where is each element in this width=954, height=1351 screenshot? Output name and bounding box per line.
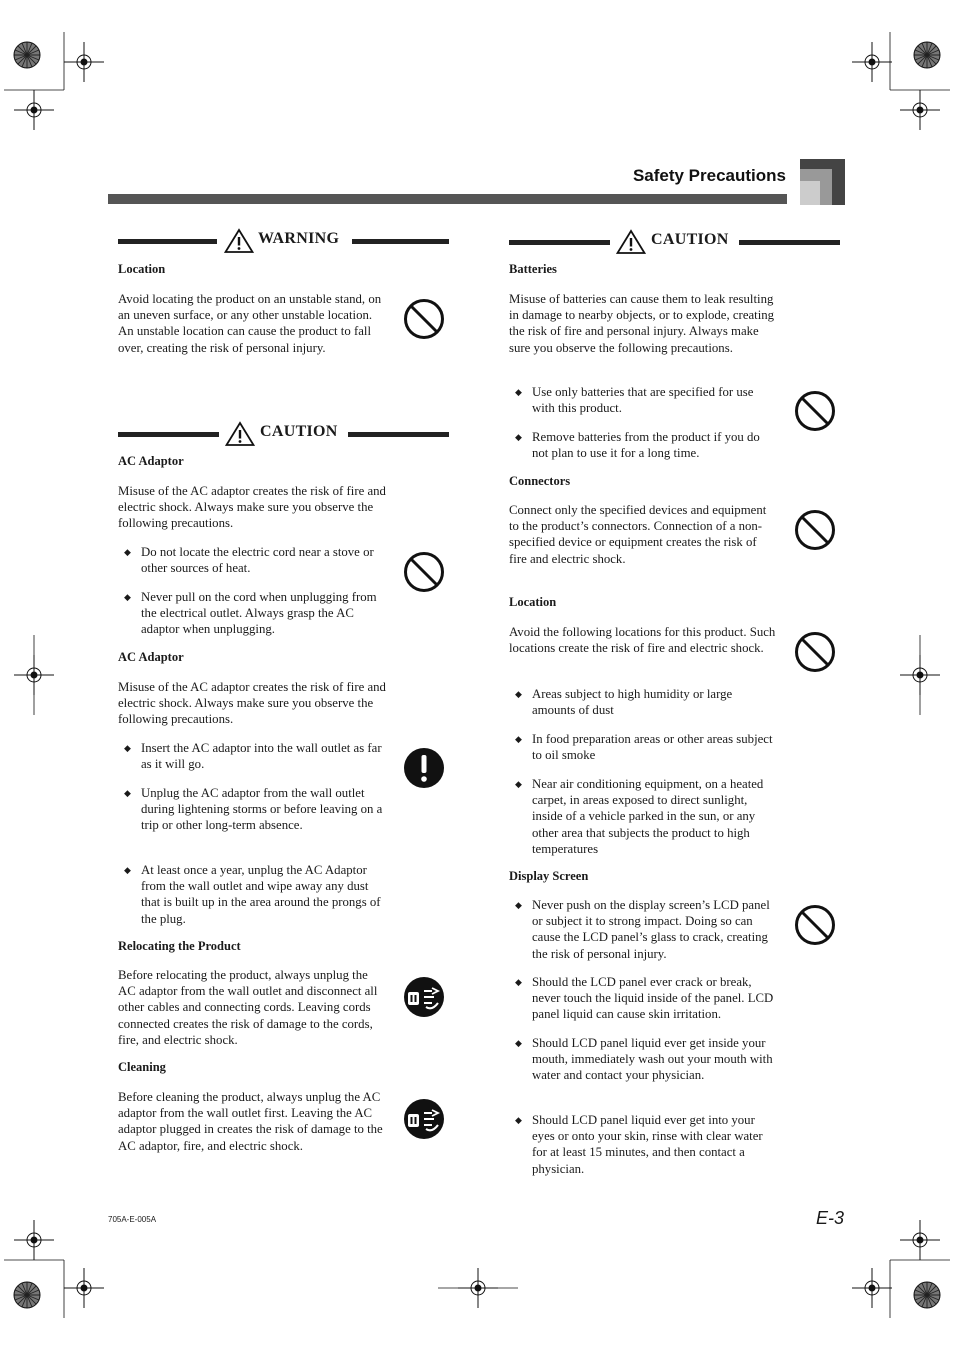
list-item: ◆ Should LCD panel liquid ever get into your eyes or onto your skin, rinse with clear water for at least 15 minutes, and then contact a physician. <box>515 1113 763 1176</box>
ac-adaptor-text-2: Misuse of the AC adaptor creates the risk of fire and electric shock. Always make sure you observe the following precautions. <box>118 680 386 727</box>
document-code: 705A-E-005A <box>108 1215 157 1224</box>
header-rule <box>108 194 787 204</box>
caution-triangle-icon <box>225 421 255 447</box>
right-caution-title: CAUTION <box>651 231 729 248</box>
ac-adaptor-heading-1: AC Adaptor <box>118 454 184 468</box>
warning-triangle-icon <box>224 228 254 254</box>
right-location-text: Avoid the following locations for this product. Such locations create the risk of fire and electric shock. <box>509 625 776 656</box>
prohibition-icon <box>793 630 837 674</box>
list-item: ◆ Insert the AC adaptor into the wall outlet as far as it will go. <box>124 741 382 772</box>
left-caution-heading <box>118 423 449 447</box>
list-item: ◆ Never push on the display screen’s LCD panel or subject it to strong impact. Doing so can cause the LCD panel’s glass to crack, creating the risk of personal injury. <box>515 898 770 961</box>
list-item: ◆ Near air conditioning equipment, on a heated carpet, in areas exposed to direct sunlight, inside of a vehicle parked in the sun, or any other area that subjects the product to high temperatures <box>515 777 764 856</box>
page-number: E-3 <box>816 1208 845 1228</box>
cleaning-text: Before cleaning the product, always unplug the AC adaptor from the wall outlet first. Leaving the AC adaptor plugged in creates the risk of damage to the AC adaptor, fire, and electric shock. <box>118 1090 383 1153</box>
connectors-text: Connect only the specified devices and equipment to the product’s connectors. Connection of a non-specified device or equipment creates the risk of fire and electric shock. <box>509 503 767 566</box>
list-item: ◆ At least once a year, unplug the AC Adaptor from the wall outlet and wipe away any dust that is built up in the area around the prongs of the plug. <box>124 863 381 926</box>
warning-heading <box>118 230 449 254</box>
warning-title: WARNING <box>258 230 340 247</box>
prohibition-icon <box>793 903 837 947</box>
batteries-text: Misuse of batteries can cause them to leak resulting in damage to nearby objects, or to explode, creating the risk of fire and personal injury. Always make sure you observe the following precautions. <box>509 292 775 355</box>
header-tab-block <box>800 159 845 205</box>
list-item: ◆ Use only batteries that are specified for use with this product. <box>515 385 754 416</box>
unplug-icon <box>402 975 446 1019</box>
relocating-heading: Relocating the Product <box>118 939 241 953</box>
mandatory-action-icon <box>402 746 446 790</box>
list-item: ◆ Should the LCD panel ever crack or break, never touch the liquid inside of the panel. LCD panel liquid can cause skin irritation. <box>515 975 774 1022</box>
left-caution-title: CAUTION <box>260 423 338 440</box>
connectors-heading: Connectors <box>509 474 571 488</box>
left-location-heading: Location <box>118 262 166 276</box>
ac-adaptor-heading-2: AC Adaptor <box>118 650 184 664</box>
ac-adaptor-text-1: Misuse of the AC adaptor creates the risk of fire and electric shock. Always make sure you observe the following precautions. <box>118 484 386 531</box>
prohibition-icon <box>402 550 446 594</box>
caution-triangle-icon <box>616 229 646 255</box>
list-item: ◆ Should LCD panel liquid ever get inside your mouth, immediately wash out your mouth with water and contact your physician. <box>515 1036 773 1083</box>
unplug-icon <box>402 1097 446 1141</box>
prohibition-icon <box>793 389 837 433</box>
right-caution-heading <box>509 231 840 255</box>
list-item: ◆ Never pull on the cord when unplugging from the electrical outlet. Always grasp the AC adaptor when unplugging. <box>124 590 377 637</box>
relocating-text: Before relocating the product, always unplug the AC adaptor from the wall outlet and disconnect all other cables and connecting cords. Leaving cords connected creates the risk of damage to the cords, fire, and electric shock. <box>118 968 378 1047</box>
batteries-heading: Batteries <box>509 262 557 276</box>
list-item: ◆ Unplug the AC adaptor from the wall outlet during lightening storms or before leaving on a trip or other long-term absence. <box>124 786 383 833</box>
list-item: ◆ In food preparation areas or other areas subject to oil smoke <box>515 732 773 763</box>
prohibition-icon <box>793 508 837 552</box>
list-item: ◆ Remove batteries from the product if you do not plan to use it for a long time. <box>515 430 760 461</box>
list-item: ◆ Do not locate the electric cord near a stove or other sources of heat. <box>124 545 374 576</box>
prohibition-icon <box>402 297 446 341</box>
page-title: Safety Precautions <box>632 166 786 185</box>
cleaning-heading: Cleaning <box>118 1060 166 1074</box>
right-location-heading: Location <box>509 595 557 609</box>
list-item: ◆ Areas subject to high humidity or large amounts of dust <box>515 687 733 718</box>
left-location-text: Avoid locating the product on an unstable stand, on an uneven surface, or any other unstable location. An unstable location can cause the product to fall over, creating the risk of personal injury. <box>118 292 382 355</box>
display-screen-heading: Display Screen <box>509 869 589 883</box>
